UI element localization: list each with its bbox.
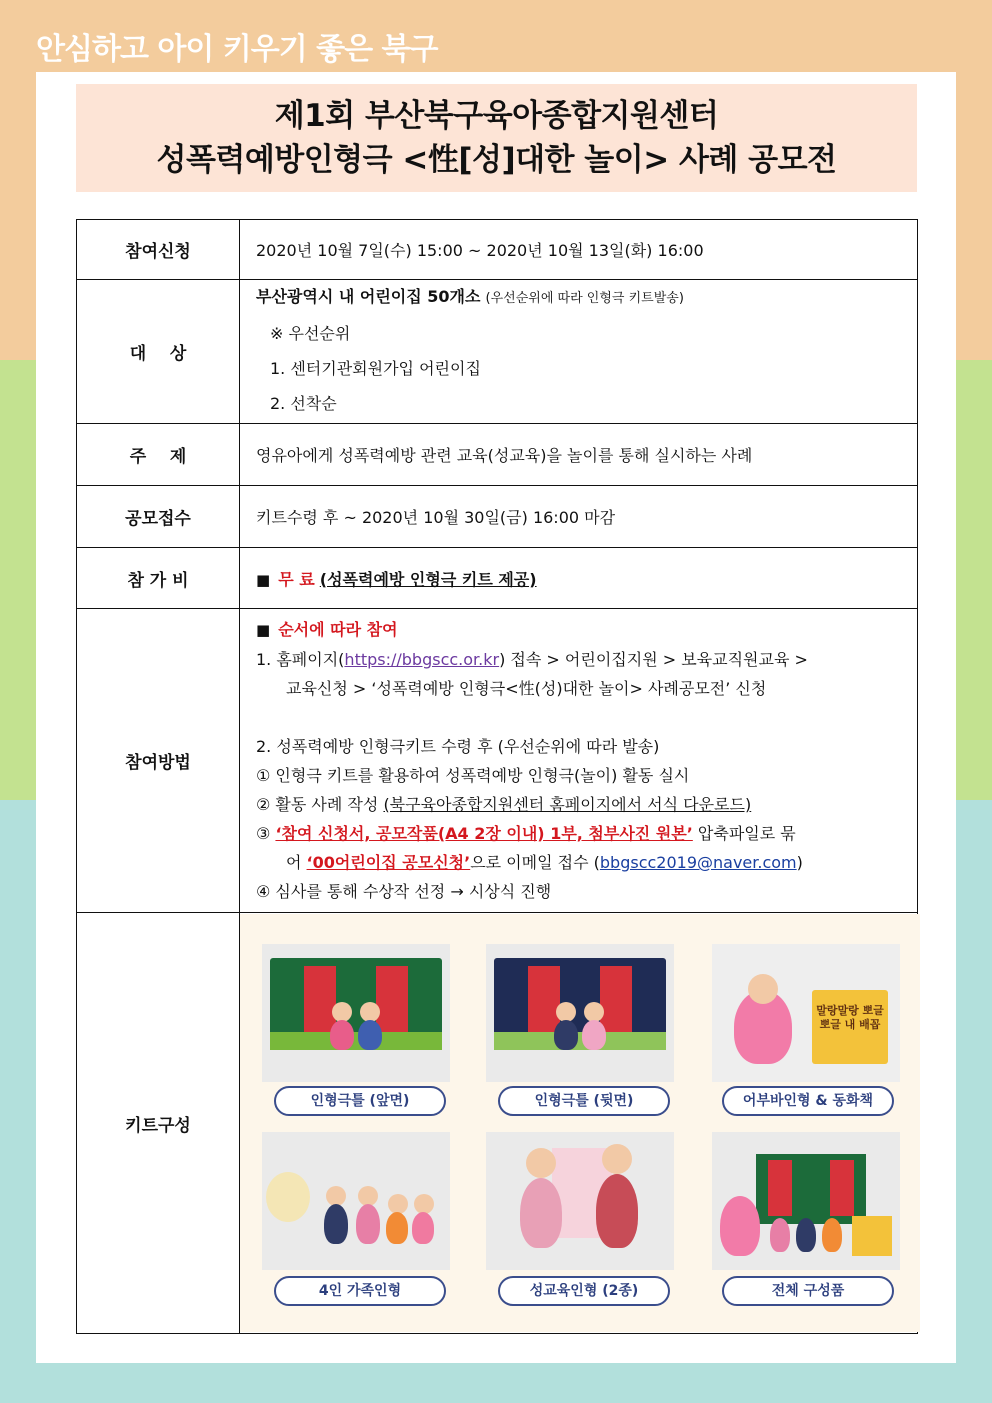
title-line-2: 성폭력예방인형극 <性[성]대한 놀이> 사례 공모전 [156, 142, 837, 178]
sub-step-3-post: 압축파일로 묶 [692, 824, 796, 843]
square-bullet: ■ [256, 621, 271, 639]
kit-photo-grid [240, 914, 920, 1332]
label-target: 대 상 [77, 280, 240, 424]
kit-caption-1: 인형극틀 (앞면) [274, 1086, 446, 1116]
kit-photo-edu-dolls [486, 1132, 674, 1270]
sub-step-3b-pre: 어 [286, 853, 307, 872]
sub-step-3-num: ③ [256, 824, 276, 843]
kit-caption-6: 전체 구성품 [722, 1276, 894, 1306]
label-receipt: 공모접수 [77, 486, 240, 548]
kit-caption-2: 인형극틀 (뒷면) [498, 1086, 670, 1116]
sub-step-3b-mid: 으로 이메일 접수 ( [470, 853, 600, 872]
slogan: 안심하고 아이 키우기 좋은 북구 [36, 32, 438, 67]
sub-step-3-subject: ‘00어린이집 공모신청’ [306, 853, 471, 872]
value-topic: 영유아에게 성폭력예방 관련 교육(성교육)을 놀이를 통해 실시하는 사례 [240, 424, 918, 486]
value-fee [240, 548, 918, 609]
value-target [240, 280, 918, 424]
target-item-1: 1. 센터기관회원가입 어린이집 [270, 358, 481, 378]
target-item-2: 2. 선착순 [270, 393, 337, 413]
kit-photo-all [712, 1132, 900, 1270]
sub-step-1: ① 인형극 키트를 활용하여 성폭력예방 인형극(놀이) 활동 실시 [256, 766, 690, 785]
sub-step-4: ④ 심사를 통해 수상작 선정 → 시상식 진행 [256, 882, 552, 901]
row-receipt [77, 486, 918, 548]
step2-text: 2. 성폭력예방 인형극키트 수령 후 (우선순위에 따라 발송) [256, 737, 660, 756]
kit-caption-4: 4인 가족인형 [274, 1276, 446, 1306]
target-main: 부산광역시 내 어린이집 50개소 [256, 286, 481, 306]
title-box [76, 84, 917, 192]
label-method: 참여방법 [77, 609, 240, 913]
row-kit [77, 913, 918, 1334]
kit-photo-family [262, 1132, 450, 1270]
label-fee: 참 가 비 [77, 548, 240, 609]
kit-caption-3: 어부바인형 & 동화책 [722, 1086, 894, 1116]
step1-continued: 교육신청 > ‘성폭력예방 인형극<性(성)대한 놀이> 사례공모전’ 신청 [286, 679, 767, 698]
sub-step-3b-end: ) [796, 853, 803, 872]
kit-photo-doll-book [712, 944, 900, 1082]
row-fee [77, 548, 918, 609]
square-bullet: ■ [256, 570, 271, 589]
value-apply: 2020년 10월 7일(수) 15:00 ~ 2020년 10월 13일(화) 16:00 [240, 220, 918, 280]
value-receipt: 키트수령 후 ~ 2020년 10월 30일(금) 16:00 마감 [240, 486, 918, 548]
label-topic: 주 제 [77, 424, 240, 486]
row-method [77, 609, 918, 913]
sub-step-2-download: (북구육아종합지원센터 홈페이지에서 서식 다운로드) [383, 795, 752, 814]
fee-detail: (성폭력예방 인형극 키트 제공) [319, 569, 537, 589]
target-note: (우선순위에 따라 인형극 키트발송) [485, 290, 684, 306]
kit-photo-front [262, 944, 450, 1082]
info-table [76, 219, 918, 1334]
book-title: 말랑말랑 뽀글뽀글 내 배꼽 [816, 1004, 884, 1031]
row-target [77, 280, 918, 424]
fee-free: 무 료 [278, 569, 315, 589]
value-method [240, 609, 918, 913]
homepage-link[interactable]: https://bbgscc.or.kr [344, 650, 500, 669]
step1-text-post: ) 접속 > 어린이집지원 > 보육교직원교육 > [499, 650, 808, 669]
kit-caption-5: 성교육인형 (2종) [498, 1276, 670, 1306]
method-heading: 순서에 따라 참여 [278, 620, 398, 639]
label-kit: 키트구성 [77, 913, 240, 1334]
sub-step-2: ② 활동 사례 작성 [256, 795, 384, 814]
row-topic [77, 424, 918, 486]
label-apply: 참여신청 [77, 220, 240, 280]
row-apply [77, 220, 918, 280]
kit-photo-back [486, 944, 674, 1082]
email-link[interactable]: bbgscc2019@naver.com [599, 853, 797, 872]
step1-text: 1. 홈페이지( [256, 650, 345, 669]
sub-step-3-docs: ‘참여 신청서, 공모작품(A4 2장 이내) 1부, 첨부사진 원본’ [275, 824, 693, 843]
title-line-1: 제1회 부산북구육아종합지원센터 [274, 98, 719, 134]
target-priority: ※ 우선순위 [270, 323, 351, 343]
